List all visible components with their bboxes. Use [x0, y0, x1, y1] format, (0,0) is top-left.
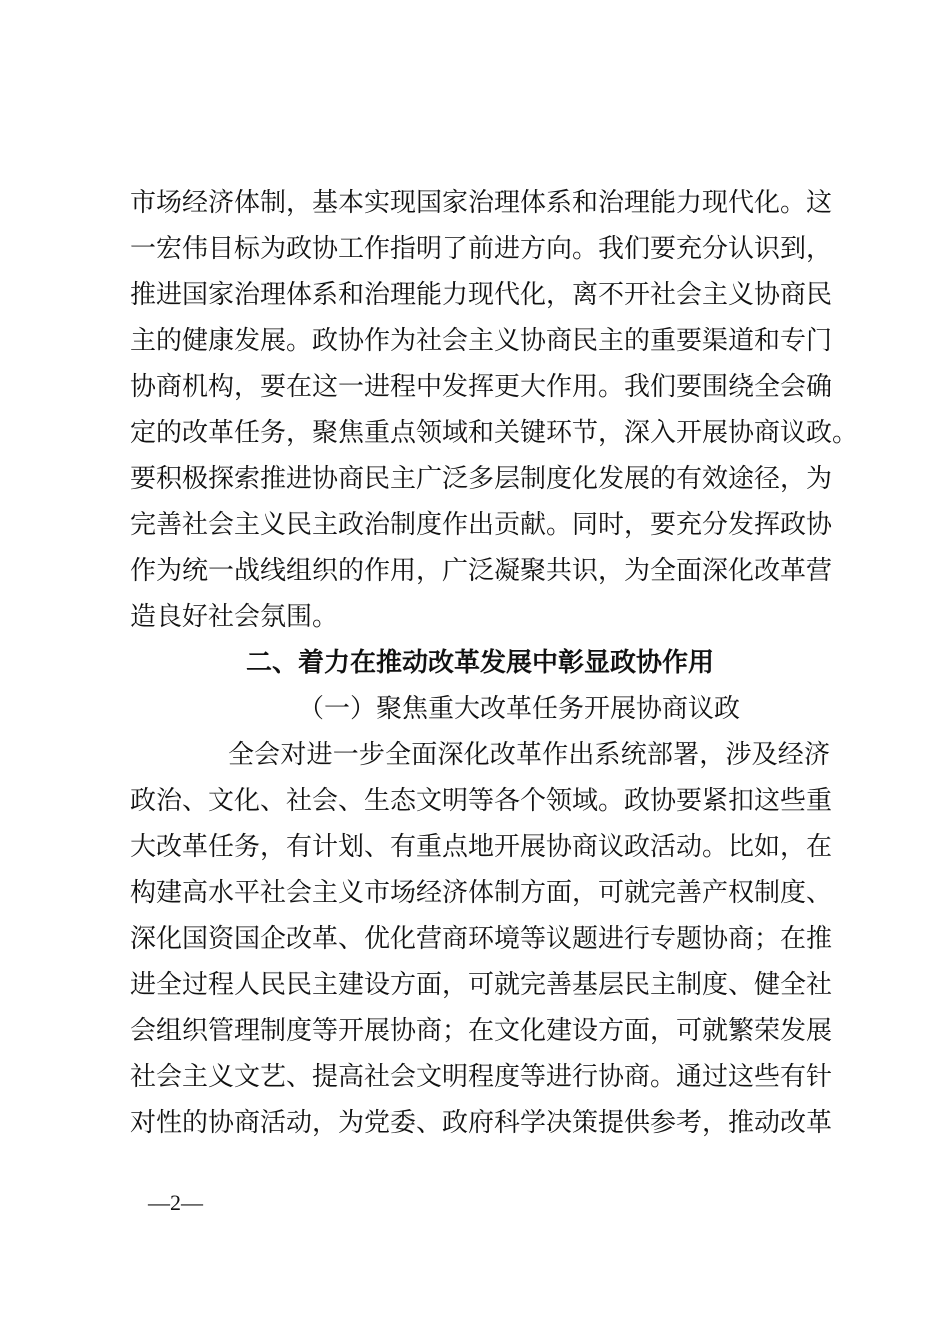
text-line: 协商机构，要在这一进程中发挥更大作用。我们要围绕全会确: [130, 372, 833, 402]
text-line: 进全过程人民民主建设方面，可就完善基层民主制度、健全社: [130, 970, 833, 1000]
text-line: 会组织管理制度等开展协商；在文化建设方面，可就繁荣发展: [130, 1016, 833, 1046]
text-line: 政治、文化、社会、生态文明等各个领域。政协要紧扣这些重: [130, 786, 833, 816]
section-heading: 二、着力在推动改革发展中彰显政协作用: [245, 648, 714, 678]
text-line: 对性的协商活动，为党委、政府科学决策提供参考，推动改革: [130, 1108, 833, 1138]
text-line: 一宏伟目标为政协工作指明了前进方向。我们要充分认识到，: [130, 234, 833, 264]
page-number: —2—: [148, 1190, 203, 1215]
text-line: 要积极探索推进协商民主广泛多层制度化发展的有效途径，为: [130, 464, 833, 494]
text-line: 社会主义文艺、提高社会文明程度等进行协商。通过这些有针: [130, 1062, 833, 1092]
text-line: 主的健康发展。政协作为社会主义协商民主的重要渠道和专门: [130, 326, 833, 356]
text-line: 大改革任务，有计划、有重点地开展协商议政活动。比如，在: [130, 832, 833, 862]
text-line: 推进国家治理体系和治理能力现代化，离不开社会主义协商民: [130, 280, 833, 310]
subsection-heading: （一）聚焦重大改革任务开展协商议政: [297, 694, 740, 724]
text-line: 深化国资国企改革、优化营商环境等议题进行专题协商；在推: [130, 924, 833, 954]
text-line: 定的改革任务，聚焦重点领域和关键环节，深入开展协商议政。: [130, 418, 859, 448]
text-line: 全会对进一步全面深化改革作出系统部署，涉及经济: [228, 740, 830, 770]
text-line: 市场经济体制，基本实现国家治理体系和治理能力现代化。这: [130, 188, 833, 218]
text-line: 完善社会主义民主政治制度作出贡献。同时，要充分发挥政协: [130, 510, 833, 540]
text-line: 作为统一战线组织的作用，广泛凝聚共识，为全面深化改革营: [130, 556, 833, 586]
text-line: 造良好社会氛围。: [130, 602, 339, 632]
text-line: 构建高水平社会主义市场经济体制方面，可就完善产权制度、: [130, 878, 833, 908]
